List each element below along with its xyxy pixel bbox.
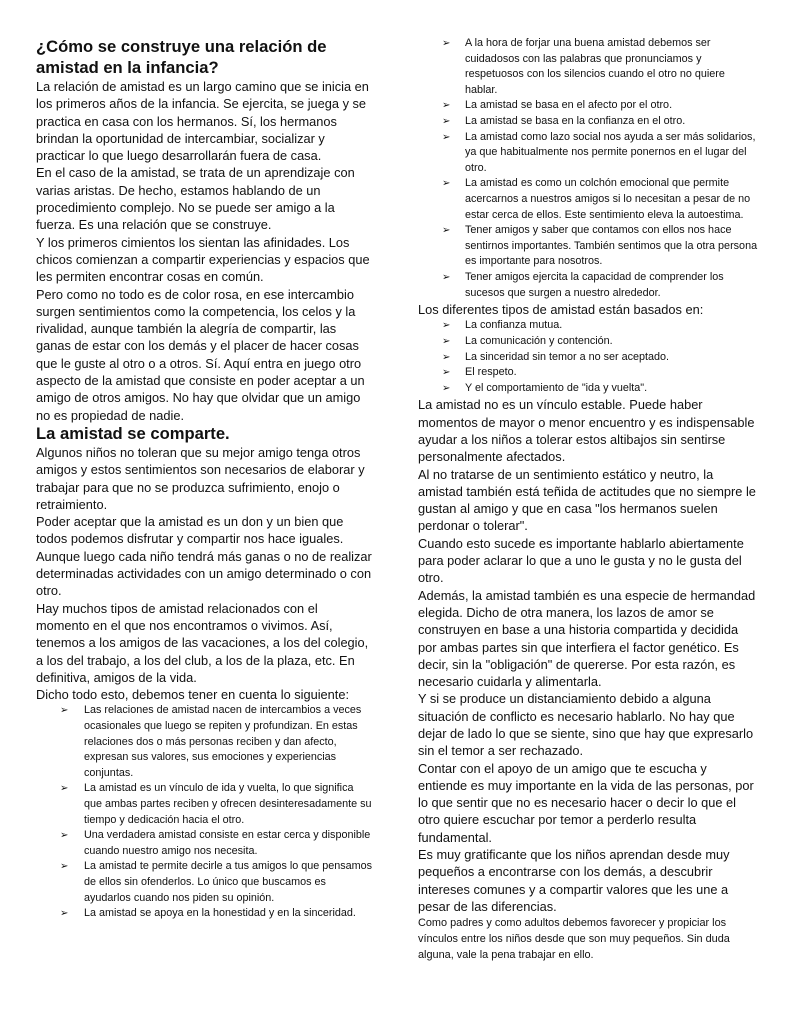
paragraph: La relación de amistad es un largo camino que se inicia en los primeros años de la infancia. Se ejercita, se juega y se practica en casa con los hermanos. Sí, los hermanos brindan la oportunidad de intercambiar, socializar y practicar lo que luego desarrollarán fuera de casa. bbox=[36, 79, 369, 164]
list-item bbox=[418, 381, 758, 397]
arrow-bullet-icon: ➢ bbox=[60, 705, 69, 717]
arrow-bullet-icon: ➢ bbox=[442, 382, 451, 394]
list-intro: Los diferentes tipos de amistad están basados en: bbox=[418, 302, 704, 318]
arrow-bullet-icon: ➢ bbox=[442, 335, 451, 347]
bullet-list bbox=[418, 318, 758, 396]
paragraph: Contar con el apoyo de un amigo que te escucha y entiende es muy importante en la vida de las personas, por lo que sentir que no es necesario hacer o decir lo que el otro quiere escuchar por temor a perderlo resulta fundamental. bbox=[418, 760, 754, 845]
paragraph: Poder aceptar que la amistad es un don y un bien que todos podemos disfrutar y compartir nos hace iguales. Aunque luego cada niño tendrá más ganas o no de realizar determinadas actividades con un amigo determinado o con otro. bbox=[36, 514, 372, 599]
list-item-text: Tener amigos y saber que contamos con ellos nos hace sentirnos importantes. También sentimos que la otra persona es importante para nosotros. bbox=[465, 224, 758, 268]
arrow-bullet-icon: ➢ bbox=[60, 783, 69, 795]
list-item bbox=[36, 859, 374, 906]
list-item-text: La comunicación y contención. bbox=[465, 334, 613, 347]
list-item-text: Y el comportamiento de "ida y vuelta". bbox=[465, 381, 648, 394]
section-heading: La amistad se comparte. bbox=[36, 423, 230, 443]
arrow-bullet-icon: ➢ bbox=[442, 225, 451, 237]
list-item bbox=[418, 318, 758, 334]
right-column bbox=[418, 36, 758, 963]
paragraph: Dicho todo esto, debemos tener en cuenta lo siguiente: bbox=[36, 687, 350, 703]
list-item-text: La amistad se basa en el afecto por el otro. bbox=[465, 99, 673, 112]
arrow-bullet-icon: ➢ bbox=[442, 38, 451, 49]
paragraph: Algunos niños no toleran que su mejor amigo tenga otros amigos y estos sentimientos son necesarios de elaborar y trabajar para que no se produzca sufrimiento, enojo o retraimiento. bbox=[36, 444, 365, 512]
paragraph: Al no tratarse de un sentimiento estático y neutro, la amistad también está teñida de actitudes que no siempre le gustan al amigo y que en casa "los hermanos suelen perdonar o tolerar". bbox=[418, 466, 756, 534]
paragraph: Y si se produce un distanciamiento debido a alguna situación de conflicto es necesario hablarlo. No hay que dejar de lado lo que se siente, sino que hay que expresarlo sin el temor a ser rechazado. bbox=[418, 691, 754, 759]
list-item bbox=[418, 98, 758, 114]
list-item bbox=[36, 781, 374, 828]
arrow-bullet-icon: ➢ bbox=[60, 830, 69, 842]
bullet-list bbox=[418, 36, 758, 301]
list-item bbox=[418, 130, 758, 177]
list-item-text: La amistad es un vínculo de ida y vuelta, lo que significa que ambas partes reciben y ofrecen desinteresadamente su tiempo y dedicación hacia el otro. bbox=[84, 782, 372, 826]
arrow-bullet-icon: ➢ bbox=[442, 178, 451, 190]
list-item-text: A la hora de forjar una buena amistad debemos ser cuidadosos con las palabras que pronunciamos y respetuosos con los silencios cuando el otro no quiere hablar. bbox=[465, 37, 725, 96]
list-item-text: El respeto. bbox=[465, 366, 517, 379]
arrow-bullet-icon: ➢ bbox=[442, 100, 451, 112]
list-item-text: La confianza mutua. bbox=[465, 319, 563, 332]
list-item-text: La amistad te permite decirle a tus amigos lo que pensamos de ellos sin ofenderlos. Lo único que buscamos es ayudarlos cuando nos piden su opinión. bbox=[84, 860, 373, 904]
left-column bbox=[36, 36, 374, 922]
list-item bbox=[418, 334, 758, 350]
arrow-bullet-icon: ➢ bbox=[442, 320, 451, 332]
list-item bbox=[418, 36, 758, 98]
list-item bbox=[418, 365, 758, 381]
list-item-text: La amistad se apoya en la honestidad y en la sinceridad. bbox=[84, 907, 356, 920]
list-item-text: La sinceridad sin temor a no ser aceptado. bbox=[465, 350, 670, 363]
arrow-bullet-icon: ➢ bbox=[60, 861, 69, 873]
paragraph: Cuando esto sucede es importante hablarlo abiertamente para poder aclarar lo que a uno le gusta y no le gusta del otro. bbox=[418, 535, 744, 586]
list-item bbox=[36, 828, 374, 859]
list-item-text: La amistad es como un colchón emocional que permite acercarnos a nuestros amigos si lo necesitan a pesar de no estar cerca de ellos. Este sentimiento eleva la autoestima. bbox=[465, 177, 751, 221]
list-item bbox=[36, 906, 374, 922]
paragraph: Pero como no todo es de color rosa, en ese intercambio surgen sentimientos como la competencia, los celos y la rivalidad, aunque también la alegría de compartir, las ganas de estar con los demás y el placer de hacer cosas que le guste al otro o a otros. Sí. Aquí entra en juego otro aspecto de la amistad que consiste en poder aceptar a un amigo de otros amigos. No hay que olvidar que un amigo no es propiedad de nadie. bbox=[36, 286, 365, 423]
arrow-bullet-icon: ➢ bbox=[442, 367, 451, 379]
list-item bbox=[418, 176, 758, 223]
arrow-bullet-icon: ➢ bbox=[442, 351, 451, 363]
list-item bbox=[418, 223, 758, 270]
list-item-text: Tener amigos ejercita la capacidad de comprender los sucesos que surgen a nuestro alrededor. bbox=[465, 270, 724, 299]
arrow-bullet-icon: ➢ bbox=[442, 131, 451, 143]
article-title: ¿Cómo se construye una relación de amistad en la infancia? bbox=[36, 37, 327, 77]
list-item-text: Las relaciones de amistad nacen de intercambios a veces ocasionales que luego se repiten y profundizan. En estas relaciones dos o más personas reciben y dan afecto, expresan sus valores, sus emociones y experiencias conjuntas. bbox=[84, 704, 362, 779]
list-item-text: Una verdadera amistad consiste en estar cerca y disponible cuando nuestro amigo nos necesita. bbox=[84, 829, 371, 857]
list-item bbox=[418, 350, 758, 366]
arrow-bullet-icon: ➢ bbox=[442, 115, 451, 127]
arrow-bullet-icon: ➢ bbox=[60, 908, 69, 920]
list-item-text: La amistad como lazo social nos ayuda a ser más solidarios, ya que habitualmente nos permite ponernos en el lugar del otro. bbox=[465, 130, 756, 174]
closing-paragraph: Como padres y como adultos debemos favorecer y propiciar los vínculos entre los niños desde que son muy pequeños. Sin duda alguna, vale la pena trabajar en ello. bbox=[418, 917, 730, 962]
list-item-text: La amistad se basa en la confianza en el otro. bbox=[465, 114, 686, 127]
paragraph: Es muy gratificante que los niños aprendan desde muy pequeños a encontrarse con los demás, a descubrir intereses comunes y a compartir valores que les une a pesar de las diferencias. bbox=[418, 847, 730, 914]
list-item bbox=[418, 270, 758, 301]
paragraph: Además, la amistad también es una especie de hermandad elegida. Dicho de otra manera, los lazos de amor se construyen en base a una historia compartida y decidida por ambas partes sin que interfiera el factor genético. Es decir, sin la "obligación" de quererse. Por esta razón, es necesario cuidarla y alimentarla. bbox=[418, 587, 756, 690]
list-item bbox=[36, 703, 374, 781]
paragraph: Y los primeros cimientos los sientan las afinidades. Los chicos comienzan a compartir experiencias y espacios que les permiten encontrar cosas en común. bbox=[36, 234, 370, 285]
paragraph: Hay muchos tipos de amistad relacionados con el momento en el que nos encontramos o vivimos. Así, tenemos a los amigos de las vacaciones, a los del colegio, a los del trabajo, a los del club, a los de la plaza, etc. En definitiva, amigos de la vida. bbox=[36, 600, 369, 685]
paragraph: En el caso de la amistad, se trata de un aprendizaje con varias aristas. De hecho, estamos hablando de un procedimiento complejo. No se puede ser amigo a la fuerza. Es una relación que se construye. bbox=[36, 165, 355, 233]
arrow-bullet-icon: ➢ bbox=[442, 271, 451, 283]
paragraph: La amistad no es un vínculo estable. Puede haber momentos de mayor o menor encuentro y es indispensable ayudar a los niños a tolerar estos altibajos sin sentirse personalmente afectados. bbox=[418, 397, 755, 465]
list-item bbox=[418, 114, 758, 130]
bullet-list bbox=[36, 703, 374, 921]
